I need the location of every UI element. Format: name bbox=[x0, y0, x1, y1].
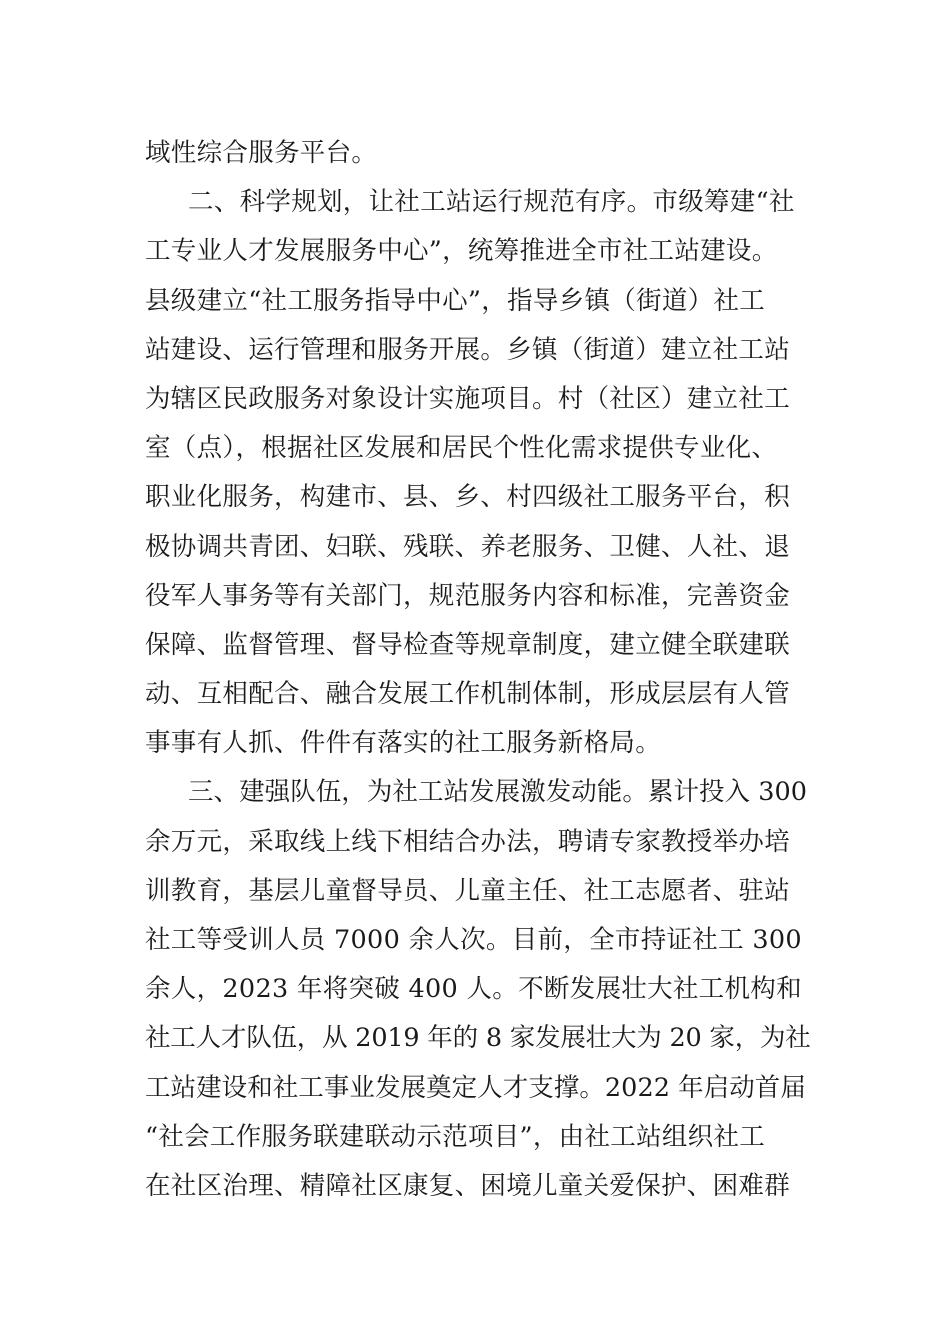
text-line-content: 在社区治理、精障社区康复、困境儿童关爱保护、困难群 bbox=[145, 1170, 791, 1201]
document-body bbox=[0, 129, 950, 1211]
text-line bbox=[0, 375, 950, 424]
text-line bbox=[0, 326, 950, 375]
text-line bbox=[0, 916, 950, 965]
text-line-content: 工站建设和社工事业发展奠定人才支撑。2022 年启动首届 bbox=[145, 1072, 806, 1103]
text-line-content: 二、科学规划，让社工站运行规范有序。市级筹建“社 bbox=[188, 187, 795, 218]
text-line bbox=[0, 424, 950, 473]
text-line-content: 动、互相配合、融合发展工作机制体制，形成层层有人管 bbox=[145, 679, 791, 710]
text-line bbox=[0, 277, 950, 326]
text-line-content: 社工人才队伍，从 2019 年的 8 家发展壮大为 20 家，为社 bbox=[145, 1023, 811, 1054]
text-line bbox=[0, 965, 950, 1014]
text-line-content: 余万元，采取线上线下相结合办法，聘请专家教授举办培 bbox=[145, 826, 791, 857]
text-line bbox=[0, 867, 950, 916]
text-line bbox=[0, 1113, 950, 1162]
text-line-content: 职业化服务，构建市、县、乡、村四级社工服务平台，积 bbox=[145, 482, 791, 513]
text-line bbox=[0, 227, 950, 276]
text-line bbox=[0, 1064, 950, 1113]
text-line-content: 室（点），根据社区发展和居民个性化需求提供专业化、 bbox=[145, 433, 778, 464]
text-line bbox=[0, 670, 950, 719]
text-line-content: 域性综合服务平台。 bbox=[145, 138, 378, 168]
text-line-content: 县级建立“社工服务指导中心”，指导乡镇（街道）社工 bbox=[145, 285, 766, 316]
text-line-content: 事事有人抓、件件有落实的社工服务新格局。 bbox=[145, 728, 662, 759]
text-line-content: 工专业人才发展服务中心”，统筹推进全市社工站建设。 bbox=[145, 236, 778, 267]
text-line-content: 三、建强队伍，为社工站发展激发动能。累计投入 300 bbox=[188, 777, 808, 808]
text-line bbox=[0, 523, 950, 572]
text-line bbox=[0, 1014, 950, 1063]
text-line bbox=[0, 129, 950, 178]
text-line bbox=[0, 621, 950, 670]
text-line-content: 保障、监督管理、督导检查等规章制度，建立健全联建联 bbox=[145, 629, 791, 660]
text-line-content: 余人，2023 年将突破 400 人。不断发展壮大社工机构和 bbox=[145, 974, 802, 1005]
text-line-content: 站建设、运行管理和服务开展。乡镇（街道）建立社工站 bbox=[145, 334, 791, 365]
paragraph-heading-line bbox=[0, 768, 950, 817]
text-line-content: 极协调共青团、妇联、残联、养老服务、卫健、人社、退 bbox=[145, 531, 791, 562]
text-line bbox=[0, 818, 950, 867]
paragraph-heading-line bbox=[0, 178, 950, 227]
text-line-content: “社会工作服务联建联动示范项目”，由社工站组织社工 bbox=[145, 1121, 766, 1152]
text-line bbox=[0, 572, 950, 621]
text-line bbox=[0, 1162, 950, 1211]
text-line bbox=[0, 473, 950, 522]
text-line bbox=[0, 719, 950, 768]
text-line-content: 训教育，基层儿童督导员、儿童主任、社工志愿者、驻站 bbox=[145, 875, 791, 906]
text-line-content: 社工等受训人员 7000 余人次。目前，全市持证社工 300 bbox=[145, 925, 802, 955]
text-line-content: 为辖区民政服务对象设计实施项目。村（社区）建立社工 bbox=[145, 383, 791, 414]
text-line-content: 役军人事务等有关部门，规范服务内容和标准，完善资金 bbox=[145, 580, 791, 611]
